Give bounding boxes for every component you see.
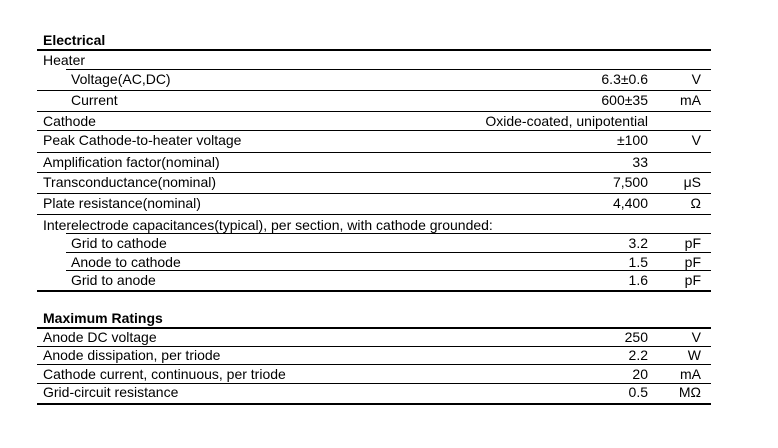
- peak-voltage-value: ±100: [616, 132, 648, 148]
- heater-voltage-label: Voltage(AC,DC): [71, 71, 171, 87]
- heater-current-unit: mA: [680, 92, 701, 108]
- heater-voltage-unit: V: [691, 71, 701, 87]
- grid-anode-value: 1.6: [628, 272, 648, 288]
- ratings-title: Maximum Ratings: [43, 310, 163, 326]
- transconductance-value: 7,500: [612, 174, 648, 190]
- anode-dissipation-unit: W: [687, 347, 701, 363]
- grid-anode-label: Grid to anode: [71, 272, 156, 288]
- anode-voltage-unit: V: [691, 329, 701, 345]
- plate-resistance-unit: Ω: [690, 195, 701, 211]
- electrical-title: Electrical: [43, 32, 106, 48]
- peak-voltage-unit: V: [691, 132, 701, 148]
- anode-dissipation-label: Anode dissipation, per triode: [43, 347, 221, 363]
- plate-resistance-label: Plate resistance(nominal): [43, 195, 201, 211]
- heater-current-value: 600±35: [601, 92, 648, 108]
- cathode-label: Cathode: [43, 113, 96, 129]
- grid-cathode-value: 3.2: [628, 235, 648, 251]
- transconductance-label: Transconductance(nominal): [43, 174, 217, 190]
- cathode-value: Oxide-coated, unipotential: [485, 113, 648, 129]
- cathode-current-unit: mA: [680, 366, 701, 382]
- grid-cathode-unit: pF: [684, 235, 701, 251]
- plate-resistance-value: 4,400: [612, 195, 648, 211]
- grid-anode-unit: pF: [684, 272, 701, 288]
- amplification-label: Amplification factor(nominal): [43, 154, 220, 170]
- anode-voltage-label: Anode DC voltage: [43, 329, 157, 345]
- heater-label: Heater: [43, 52, 86, 68]
- grid-resistance-value: 0.5: [628, 384, 648, 400]
- grid-resistance-label: Grid-circuit resistance: [43, 384, 179, 400]
- peak-voltage-label: Peak Cathode-to-heater voltage: [43, 132, 242, 148]
- divider: [37, 290, 711, 292]
- divider: [66, 270, 711, 271]
- divider: [37, 49, 711, 51]
- amplification-value: 33: [632, 154, 648, 170]
- anode-dissipation-value: 2.2: [628, 347, 648, 363]
- anode-voltage-value: 250: [624, 329, 648, 345]
- anode-cathode-unit: pF: [684, 254, 701, 270]
- transconductance-unit: μS: [683, 174, 701, 190]
- heater-voltage-value: 6.3±0.6: [601, 71, 648, 87]
- divider: [37, 214, 711, 215]
- heater-current-label: Current: [71, 92, 118, 108]
- anode-cathode-value: 1.5: [628, 254, 648, 270]
- cathode-current-label: Cathode current, continuous, per triode: [43, 366, 286, 382]
- cathode-current-value: 20: [632, 366, 648, 382]
- divider: [37, 403, 711, 405]
- capacitances-label: Interelectrode capacitances(typical), per section, with cathode grounded:: [43, 217, 493, 233]
- grid-cathode-label: Grid to cathode: [71, 235, 167, 251]
- anode-cathode-label: Anode to cathode: [71, 254, 181, 270]
- grid-resistance-unit: MΩ: [678, 384, 701, 400]
